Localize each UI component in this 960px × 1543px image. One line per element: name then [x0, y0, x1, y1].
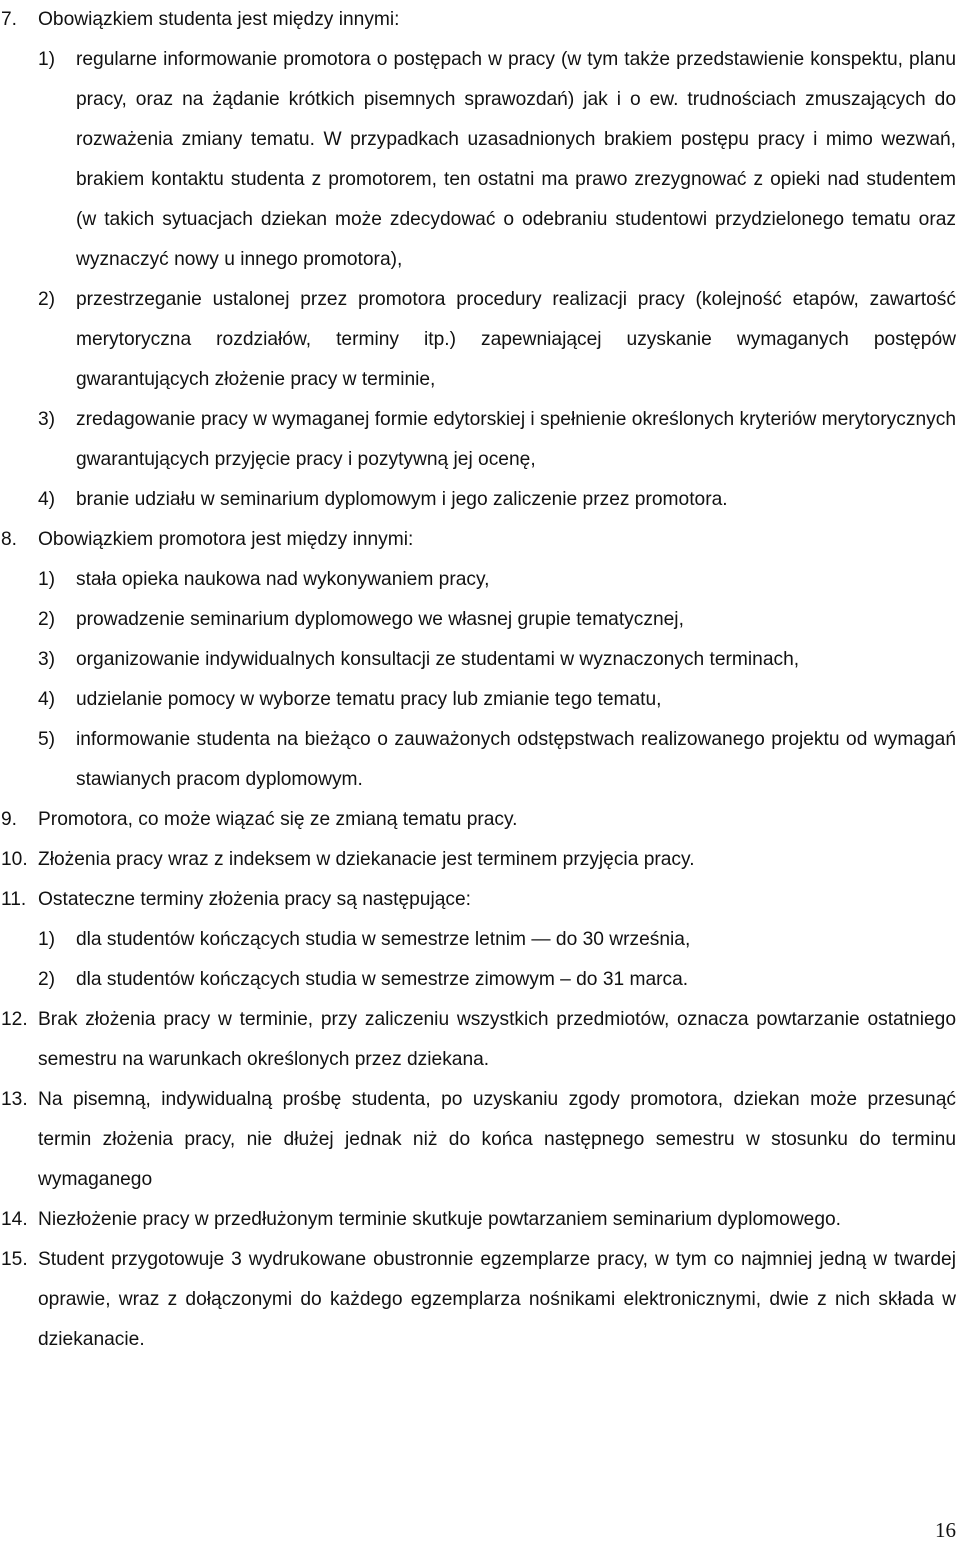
sub-item-number: 2)	[38, 609, 56, 630]
sub-item-number: 3)	[38, 649, 56, 670]
item-number: 9.	[1, 809, 18, 830]
sub-item-text: udzielanie pomocy w wyborze tematu pracy lub zmianie tego tematu,	[76, 689, 662, 710]
sub-item	[38, 480, 956, 520]
sub-item-text: informowanie studenta na bieżąco o zauważonych odstępstwach realizowanego projektu od wymagań stawianych pracom dyplomowym.	[76, 729, 956, 790]
page-number: 16	[935, 1518, 956, 1542]
sub-item-number: 1)	[38, 49, 56, 70]
item-intro: Obowiązkiem studenta jest między innymi:	[38, 9, 400, 30]
sub-item-text: dla studentów kończących studia w semestrze zimowym – do 31 marca.	[76, 969, 689, 990]
sub-item-number: 5)	[38, 729, 56, 750]
item-body	[38, 880, 956, 1000]
sub-item-number: 4)	[38, 689, 56, 710]
sub-item-number: 2)	[38, 969, 56, 990]
item-number: 8.	[1, 529, 18, 550]
list-item-10	[0, 840, 956, 880]
sub-item-text: prowadzenie seminarium dyplomowego we własnej grupie tematycznej,	[76, 609, 684, 630]
sub-item	[38, 960, 956, 1000]
sub-item	[38, 920, 956, 960]
sub-item	[38, 400, 956, 480]
list-item-12	[0, 1000, 956, 1080]
item-body	[38, 0, 956, 520]
sub-item-number: 2)	[38, 289, 56, 310]
sub-item-text: dla studentów kończących studia w semestrze letnim — do 30 września,	[76, 929, 691, 950]
list-item-15	[0, 1240, 956, 1360]
list-item-9	[0, 800, 956, 840]
sub-item-number: 3)	[38, 409, 56, 430]
list-item-14	[0, 1200, 956, 1240]
sub-item-text: organizowanie indywidualnych konsultacji ze studentami w wyznaczonych terminach,	[76, 649, 800, 670]
sub-item-text: przestrzeganie ustalonej przez promotora procedury realizacji pracy (kolejność etapów, zawartość merytoryczna rozdziałów, terminy itp.) zapewniającej uzyskanie wymaganych postępów gwarantujących złożenie pracy w terminie,	[76, 289, 956, 390]
list-item-7	[0, 0, 956, 520]
sub-item-number: 4)	[38, 489, 56, 510]
list-item-8	[0, 520, 956, 800]
sub-item-number: 1)	[38, 929, 56, 950]
sub-item	[38, 600, 956, 640]
item-number: 11.	[1, 889, 27, 910]
sub-item-number: 1)	[38, 569, 56, 590]
item-text: Złożenia pracy wraz z indeksem w dziekanacie jest terminem przyjęcia pracy.	[38, 849, 695, 870]
sub-item-text: branie udziału w seminarium dyplomowym i jego zaliczenie przez promotora.	[76, 489, 728, 510]
item-number: 12.	[1, 1009, 28, 1030]
item-text: Student przygotowuje 3 wydrukowane obustronnie egzemplarze pracy, w tym co najmniej jedną w twardej oprawie, wraz z dołączonymi do każdego egzemplarza nośnikami elektronicznymi, dwie z nich składa w dziekanacie.	[38, 1249, 956, 1350]
sub-item-text: stała opieka naukowa nad wykonywaniem pracy,	[76, 569, 490, 590]
sub-item	[38, 280, 956, 400]
list-item-13	[0, 1080, 956, 1200]
sub-item-text: regularne informowanie promotora o postępach w pracy (w tym także przedstawienie konspektu, planu pracy, oraz na żądanie krótkich pisemnych sprawozdań) jak i o ew. trudnościach zmuszających do rozważenia zmiany tematu. W przypadkach uzasadnionych brakiem postępu pracy i mimo wezwań, brakiem kontaktu studenta z promotorem, ten ostatni ma prawo zrezygnować z opieki nad studentem (w takich sytuacjach dziekan może zdecydować o odebraniu studentowi przydzielonego tematu oraz wyznaczyć nowy u innego promotora),	[76, 49, 956, 270]
item-text: Promotora, co może wiązać się ze zmianą tematu pracy.	[38, 809, 518, 830]
item-intro: Obowiązkiem promotora jest między innymi:	[38, 529, 414, 550]
item-text: Na pisemną, indywidualną prośbę studenta, po uzyskaniu zgody promotora, dziekan może przesunąć termin złożenia pracy, nie dłużej jednak niż do końca następnego semestru w stosunku do terminu wymaganego	[38, 1089, 956, 1190]
item-number: 15.	[1, 1249, 28, 1270]
item-number: 10.	[1, 849, 28, 870]
sub-item-text: zredagowanie pracy w wymaganej formie edytorskiej i spełnienie określonych kryteriów merytorycznych gwarantujących przyjęcie pracy i pozytywną jej ocenę,	[76, 409, 956, 470]
item-intro: Ostateczne terminy złożenia pracy są następujące:	[38, 889, 472, 910]
sub-item	[38, 640, 956, 680]
item-body	[38, 520, 956, 800]
sub-item	[38, 720, 956, 800]
sub-item	[38, 560, 956, 600]
item-text: Niezłożenie pracy w przedłużonym terminie skutkuje powtarzaniem seminarium dyplomowego.	[38, 1209, 842, 1230]
sub-item	[38, 40, 956, 280]
sub-item	[38, 680, 956, 720]
item-number: 7.	[1, 9, 18, 30]
item-number: 14.	[1, 1209, 28, 1230]
item-number: 13.	[1, 1089, 28, 1110]
list-item-11	[0, 880, 956, 1000]
item-text: Brak złożenia pracy w terminie, przy zaliczeniu wszystkich przedmiotów, oznacza powtarzanie ostatniego semestru na warunkach określonych przez dziekana.	[38, 1009, 956, 1070]
